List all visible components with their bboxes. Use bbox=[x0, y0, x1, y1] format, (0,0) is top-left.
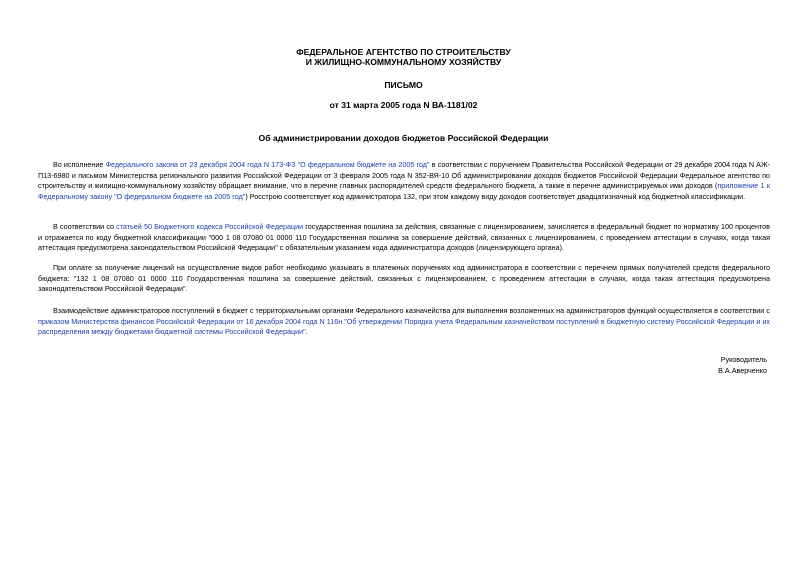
budget-code-article-link[interactable]: статьей 50 Бюджетного кодекса Российской Федерации bbox=[116, 222, 304, 231]
signature-position: Руководитель bbox=[720, 355, 767, 364]
paragraph-text: . bbox=[305, 327, 308, 337]
law-appendix-link[interactable]: приложение 1 к Федеральному закону "О федеральном бюджете на 2005 год" bbox=[38, 181, 770, 201]
agency-name-line2: И ЖИЛИЩНО-КОММУНАЛЬНОМУ ХОЗЯЙСТВУ bbox=[305, 57, 502, 67]
paragraph-text: При оплате за получение лицензий на осуществление видов работ необходимо указывать в платежных поручениях код администратора в соответствии с перечнем прямых получателей средств федерального бюджета: "132 1 08 07080 01 0000 110 Государственная пошлина за совершение действий, связанных с лицензированием, с проведением аттестации в случаях, когда такая аттестация предусмотрена законодательством Российской Федерации". bbox=[38, 263, 770, 294]
paragraph-text: государственная пошлина за действия, связанные с лицензированием, зачисляется в федеральный бюджет по нормативу 100 процентов и отражается по коду бюджетной классификации "000 1 08 07080 01 0000 110 Государственная пошлина за совершение действий, связанных с лицензированием, с проведением аттестации в случаях, когда такая аттестация предусмотрена законодательством Российской Федерации" с обязательным указанием кода администратора доходов (лицензирующего органа). bbox=[38, 222, 770, 253]
agency-name-line1: ФЕДЕРАЛЬНОЕ АГЕНТСТВО ПО СТРОИТЕЛЬСТВУ bbox=[296, 47, 511, 57]
paragraph-4 bbox=[38, 306, 770, 338]
paragraph-text: В соответствии со bbox=[53, 222, 117, 231]
paragraph-2 bbox=[38, 222, 770, 254]
federal-law-link[interactable]: Федерального закона от 23 декабря 2004 года N 173-ФЗ "О федеральном бюджете на 2005 год" bbox=[105, 160, 430, 169]
paragraph-text: в соответствии с поручением Правительства Российской Федерации от 29 декабря 2004 года N АЖ-П13-6980 и письмом Министерства регионального развития Российской Федерации от 3 февраля 2005 года N 352-ВЯ-10 Об администрировании доходов бюджетов Российской Федерации Федеральное агентство по строительству и жилищно-коммунальному хозяйству обращает внимание, что в перечне главных распорядителей средств федерального бюджета, а также в перечне администрируемых ими доходов ( bbox=[38, 160, 770, 191]
paragraph-1 bbox=[38, 160, 770, 202]
paragraph-text: ) Росстрою соответствует код администратора 132, при этом каждому виду доходов соответствует двадцатизначный код бюджетной классификации. bbox=[245, 191, 746, 201]
document-date-number: от 31 марта 2005 года N ВА-1181/02 bbox=[329, 100, 478, 110]
paragraph-text: Во исполнение bbox=[53, 160, 106, 169]
document-type: ПИСЬМО bbox=[384, 80, 423, 90]
signature-name: В.А.Аверченко bbox=[718, 366, 767, 375]
ministry-order-link[interactable]: приказом Министерства финансов Российской Федерации от 16 декабря 2004 года N 116н "Об утверждении Порядка учета Федеральным казначейством поступлений в бюджетную систему Российской Федерации и их распределения между бюджетами бюджетной системы Российской Федерации" bbox=[38, 316, 770, 337]
document-subject: Об администрировании доходов бюджетов Российской Федерации bbox=[258, 133, 549, 143]
paragraph-3 bbox=[38, 263, 770, 295]
paragraph-text: Взаимодействие администраторов поступлений в бюджет с территориальными органами Федерального казначейства для выполнения возложенных на администраторов функций осуществляется в соответствии с bbox=[53, 306, 770, 315]
